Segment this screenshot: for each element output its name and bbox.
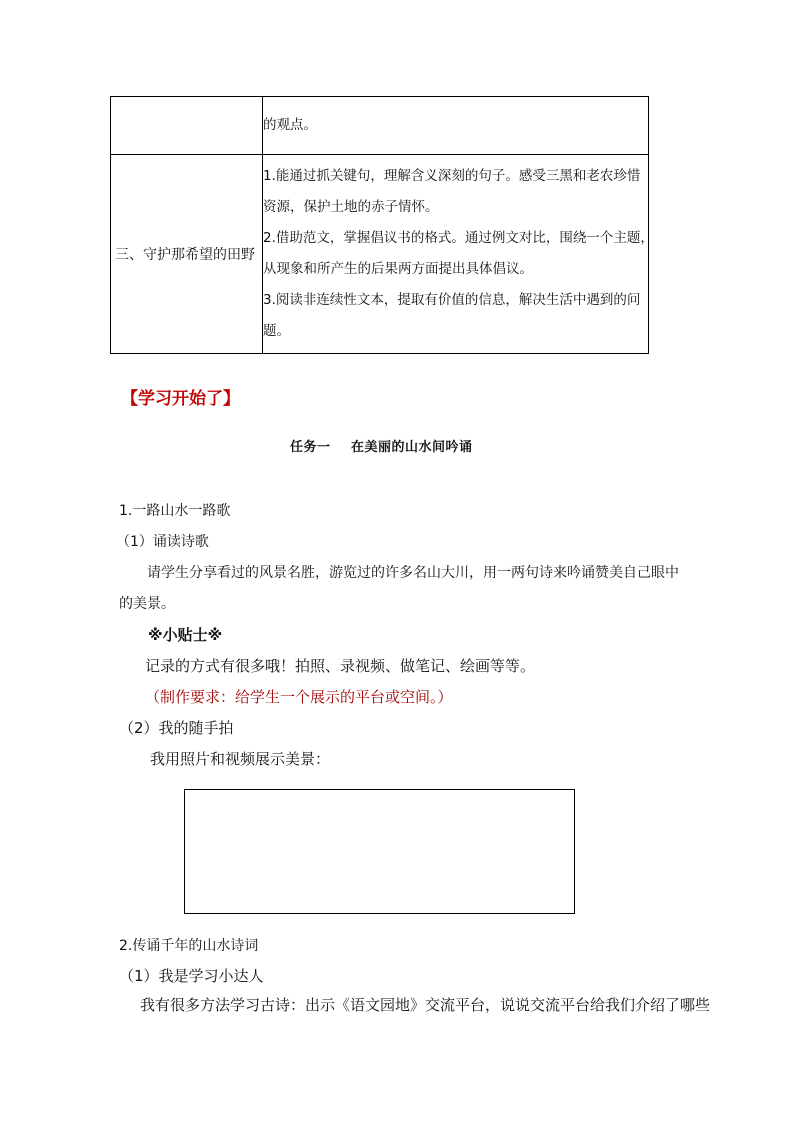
- tip-title: ※小贴士※: [148, 626, 223, 644]
- subsection-title: （2）我的随手拍: [119, 719, 234, 737]
- photo-frame: [184, 789, 575, 914]
- tip-requirement: （制作要求：给学生一个展示的平台或空间。）: [145, 688, 453, 706]
- goal-line: 3.阅读非连续性文本，提取有价值的信息，解决生活中遇到的问: [263, 292, 641, 308]
- subsection-text: 我用照片和视频展示美景：: [150, 750, 331, 768]
- item-title: 2.传诵千年的山水诗词: [119, 938, 259, 954]
- goal-line: 资源，保护土地的赤子情怀。: [263, 199, 439, 215]
- paragraph-line: 的美景。: [119, 596, 175, 612]
- unit-goals-table: [110, 96, 654, 354]
- task-label: 任务一: [290, 440, 331, 455]
- table-row: [111, 97, 649, 155]
- section-header: 【学习开始了】: [121, 389, 240, 409]
- subsection-title: （1）诵读诗歌: [116, 534, 209, 550]
- goal-line: 2.借助范文，掌握倡议书的格式。通过例文对比，围绕一个主题，: [263, 230, 654, 246]
- goal-line: 1.能通过抓关键句，理解含义深刻的句子。感受三黑和老农珍惜: [263, 168, 641, 184]
- item-title: 1.一路山水一路歌: [119, 503, 231, 519]
- subsection-title: （1）我是学习小达人: [119, 967, 264, 985]
- task-title: 在美丽的山水间吟诵: [351, 440, 473, 455]
- paragraph-line: 我有很多方法学习古诗：出示《语文园地》交流平台，说说交流平台给我们介绍了哪些: [140, 996, 711, 1014]
- unit-cell: [111, 97, 263, 155]
- goal-line: 题。: [263, 323, 290, 339]
- goal-line: 从现象和所产生的后果两方面提出具体倡议。: [263, 261, 533, 277]
- goal-cell: [263, 155, 654, 354]
- tip-text: 记录的方式有很多哦！拍照、录视频、做笔记、绘画等等。: [145, 657, 536, 675]
- table-row: [111, 155, 649, 354]
- paragraph-line: 请学生分享看过的风景名胜，游览过的许多名山大川，用一两句诗来吟诵赞美自己眼中: [147, 565, 679, 581]
- goal-cell: 的观点。: [263, 97, 649, 155]
- unit-cell: 三、守护那希望的田野: [111, 155, 263, 354]
